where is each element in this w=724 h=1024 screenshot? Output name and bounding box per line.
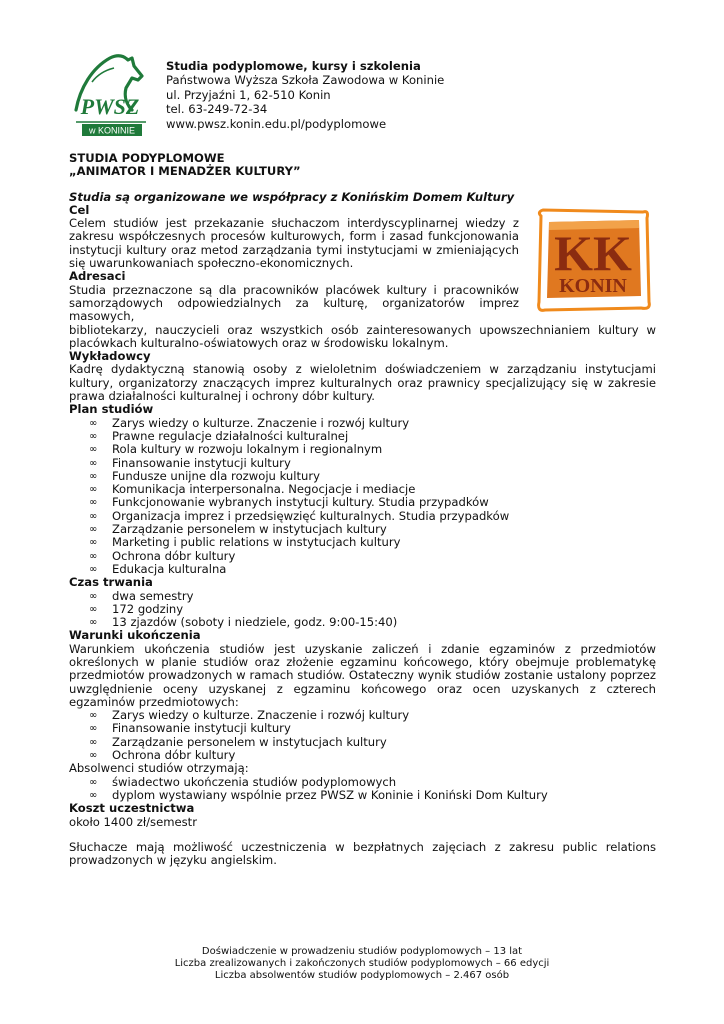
list-item: ∞ Organizacja imprez i przedsięwzięć kulturalnych. Studia przypadków — [89, 508, 510, 523]
infinity-bullet-icon: ∞ — [89, 710, 98, 722]
absolwenci-text: Absolwenci studiów otrzymają: — [69, 761, 249, 776]
infinity-bullet-icon: ∞ — [89, 430, 98, 442]
infinity-bullet-icon: ∞ — [89, 524, 98, 536]
list-item: ∞ Marketing i public relations w instytucjach kultury — [89, 535, 401, 550]
infinity-bullet-icon: ∞ — [89, 750, 98, 762]
absolwenci-list — [69, 776, 656, 803]
header — [166, 59, 444, 131]
list-item: ∞ 172 godziny — [89, 601, 184, 616]
list-item: ∞ Zarys wiedzy o kulturze. Znaczenie i rozwój kultury — [89, 708, 410, 723]
list-item: ∞ Edukacja kulturalna — [89, 561, 227, 576]
adresaci-text-2: bibliotekarzy, nauczycieli oraz wszystkich osób zainteresowanych upowszechnianiem kultury w placówkach kulturalno-oświatowych oraz w środowisku lokalnym. — [69, 322, 656, 350]
infinity-bullet-icon: ∞ — [89, 617, 98, 629]
infinity-bullet-icon: ∞ — [89, 470, 98, 482]
list-item: ∞ dyplom wystawiany wspólnie przez PWSZ w Koninie i Koniński Dom Kultury — [89, 787, 548, 802]
infinity-bullet-icon: ∞ — [89, 603, 98, 615]
list-item: ∞ Funkcjonowanie wybranych instytucji kultury. Studia przypadków — [89, 495, 489, 510]
kk-logo-letters: KK — [554, 225, 632, 281]
warunki-heading: Warunki ukończenia — [69, 628, 201, 643]
infinity-bullet-icon: ∞ — [89, 776, 98, 788]
footer-line-2: Liczba zrealizowanych i zakończonych studiów podyplomowych – 66 edycji — [174, 958, 550, 969]
list-item: ∞ Komunikacja interpersonalna. Negocjacje i mediacje — [89, 482, 416, 497]
header-website: www.pwsz.konin.edu.pl/podyplomowe — [166, 116, 387, 131]
kk-logo-city: KONIN — [559, 275, 627, 297]
doc-subtitle: Studia są organizowane we współpracy z Konińskim Domem Kultury — [69, 189, 515, 204]
warunki-text: Warunkiem ukończenia studiów jest uzyskanie zaliczeń i zdanie egzaminów z przedmiotów określonych w planie studiów oraz złożenie egzaminu końcowego, który obejmuje problematykę przedmiotów prowadzonych w ramach studiów. Ostateczny wynik studiów zostanie ustalony poprzez uwzględnienie oceny uzyskanej z egzaminu końcowego oraz ocen uzyskanych z czterech egzaminów przedmiotowych: — [69, 641, 656, 709]
plan-heading: Plan studiów — [69, 402, 154, 417]
list-item: ∞ Zarys wiedzy o kulturze. Znaczenie i rozwój kultury — [89, 415, 410, 430]
plan-list — [69, 417, 656, 577]
list-item: ∞ Fundusze unijne dla rozwoju kultury — [89, 468, 321, 483]
list-item: ∞ Zarządzanie personelem w instytucjach kultury — [89, 734, 387, 749]
header-address: ul. Przyjaźni 1, 62-510 Konin — [166, 87, 331, 102]
wykladowcy-heading: Wykładowcy — [69, 349, 151, 364]
list-item: ∞ dwa semestry — [89, 588, 194, 603]
list-item: ∞ Finansowanie instytucji kultury — [89, 455, 291, 470]
infinity-bullet-icon: ∞ — [89, 789, 98, 801]
list-item: ∞ Zarządzanie personelem w instytucjach kultury — [89, 522, 387, 537]
cel-text: Celem studiów jest przekazanie słuchaczom interdyscyplinarnej wiedzy z zakresu współczesnych procesów kulturowych, form i zasad funkcjonowania instytucji kultury oraz metod zarządzania tymi instytucjami w zmieniających się uwarunkowaniach społeczno-ekonomicznych. — [69, 216, 519, 271]
doc-title-1: STUDIA PODYPLOMOWE — [69, 151, 225, 165]
infinity-bullet-icon: ∞ — [89, 537, 98, 549]
pwsz-logo — [66, 48, 154, 138]
document-body — [69, 152, 656, 867]
list-item: ∞ Ochrona dóbr kultury — [89, 548, 236, 563]
infinity-bullet-icon: ∞ — [89, 590, 98, 602]
infinity-bullet-icon: ∞ — [89, 550, 98, 562]
infinity-bullet-icon: ∞ — [89, 736, 98, 748]
list-item: ∞ Ochrona dóbr kultury — [89, 748, 236, 763]
list-item: ∞ Prawne regulacje działalności kulturalnej — [89, 428, 349, 443]
infinity-bullet-icon: ∞ — [89, 417, 98, 429]
infinity-bullet-icon: ∞ — [89, 457, 98, 469]
infinity-bullet-icon: ∞ — [89, 444, 98, 456]
koszt-text: około 1400 zł/semestr — [69, 814, 197, 829]
infinity-bullet-icon: ∞ — [89, 723, 98, 735]
warunki-list — [69, 709, 656, 762]
infinity-bullet-icon: ∞ — [89, 510, 98, 522]
wykladowcy-text: Kadrę dydaktyczną stanowią osoby z wieloletnim doświadczeniem w zarządzaniu instytucjami kultury, organizatorzy znaczących imprez kulturalnych oraz prawnicy specjalizujący się w zakresie prawa działalności kulturalnej i ochrony dóbr kultury. — [69, 362, 656, 404]
header-phone: tel. 63-249-72-34 — [166, 102, 268, 117]
list-item: ∞ świadectwo ukończenia studiów podyplomowych — [89, 774, 397, 789]
header-institution: Państwowa Wyższa Szkoła Zawodowa w Koninie — [166, 73, 445, 88]
infinity-bullet-icon: ∞ — [89, 563, 98, 575]
list-item: ∞ Rola kultury w rozwoju lokalnym i regionalnym — [89, 442, 383, 457]
adresaci-text-1: Studia przeznaczone są dla pracowników placówek kultury i pracowników samorządowych odpowiedzialnych za kulturę, organizatorów imprez masowych, — [69, 282, 519, 324]
infinity-bullet-icon: ∞ — [89, 497, 98, 509]
footer — [0, 946, 724, 982]
list-item: ∞ 13 zjazdów (soboty i niedziele, godz. 9:00-15:40) — [89, 615, 398, 630]
cel-heading: Cel — [69, 202, 90, 217]
czas-heading: Czas trwania — [69, 575, 153, 590]
koszt-heading: Koszt uczestnictwa — [69, 801, 195, 816]
infinity-bullet-icon: ∞ — [89, 484, 98, 496]
footer-line-1: Doświadczenie w prowadzeniu studiów podyplomowych – 13 lat — [201, 946, 523, 957]
adresaci-heading: Adresaci — [69, 269, 126, 284]
footer-line-3: Liczba absolwentów studiów podyplomowych – 2.467 osób — [214, 970, 510, 981]
header-title: Studia podyplomowe, kursy i szkolenia — [166, 59, 421, 73]
czas-list — [69, 590, 656, 630]
doc-title-2: „ANIMATOR I MENADŻER KULTURY” — [69, 164, 301, 179]
pwsz-logo-subtext: w KONINIE — [88, 125, 136, 136]
pwsz-logo-text: PWSZ — [80, 94, 140, 119]
list-item: ∞ Finansowanie instytucji kultury — [89, 721, 291, 736]
sluchacze-text: Słuchacze mają możliwość uczestniczenia w bezpłatnych zajęciach z zakresu public relations prowadzonych w języku angielskim. — [69, 839, 656, 868]
